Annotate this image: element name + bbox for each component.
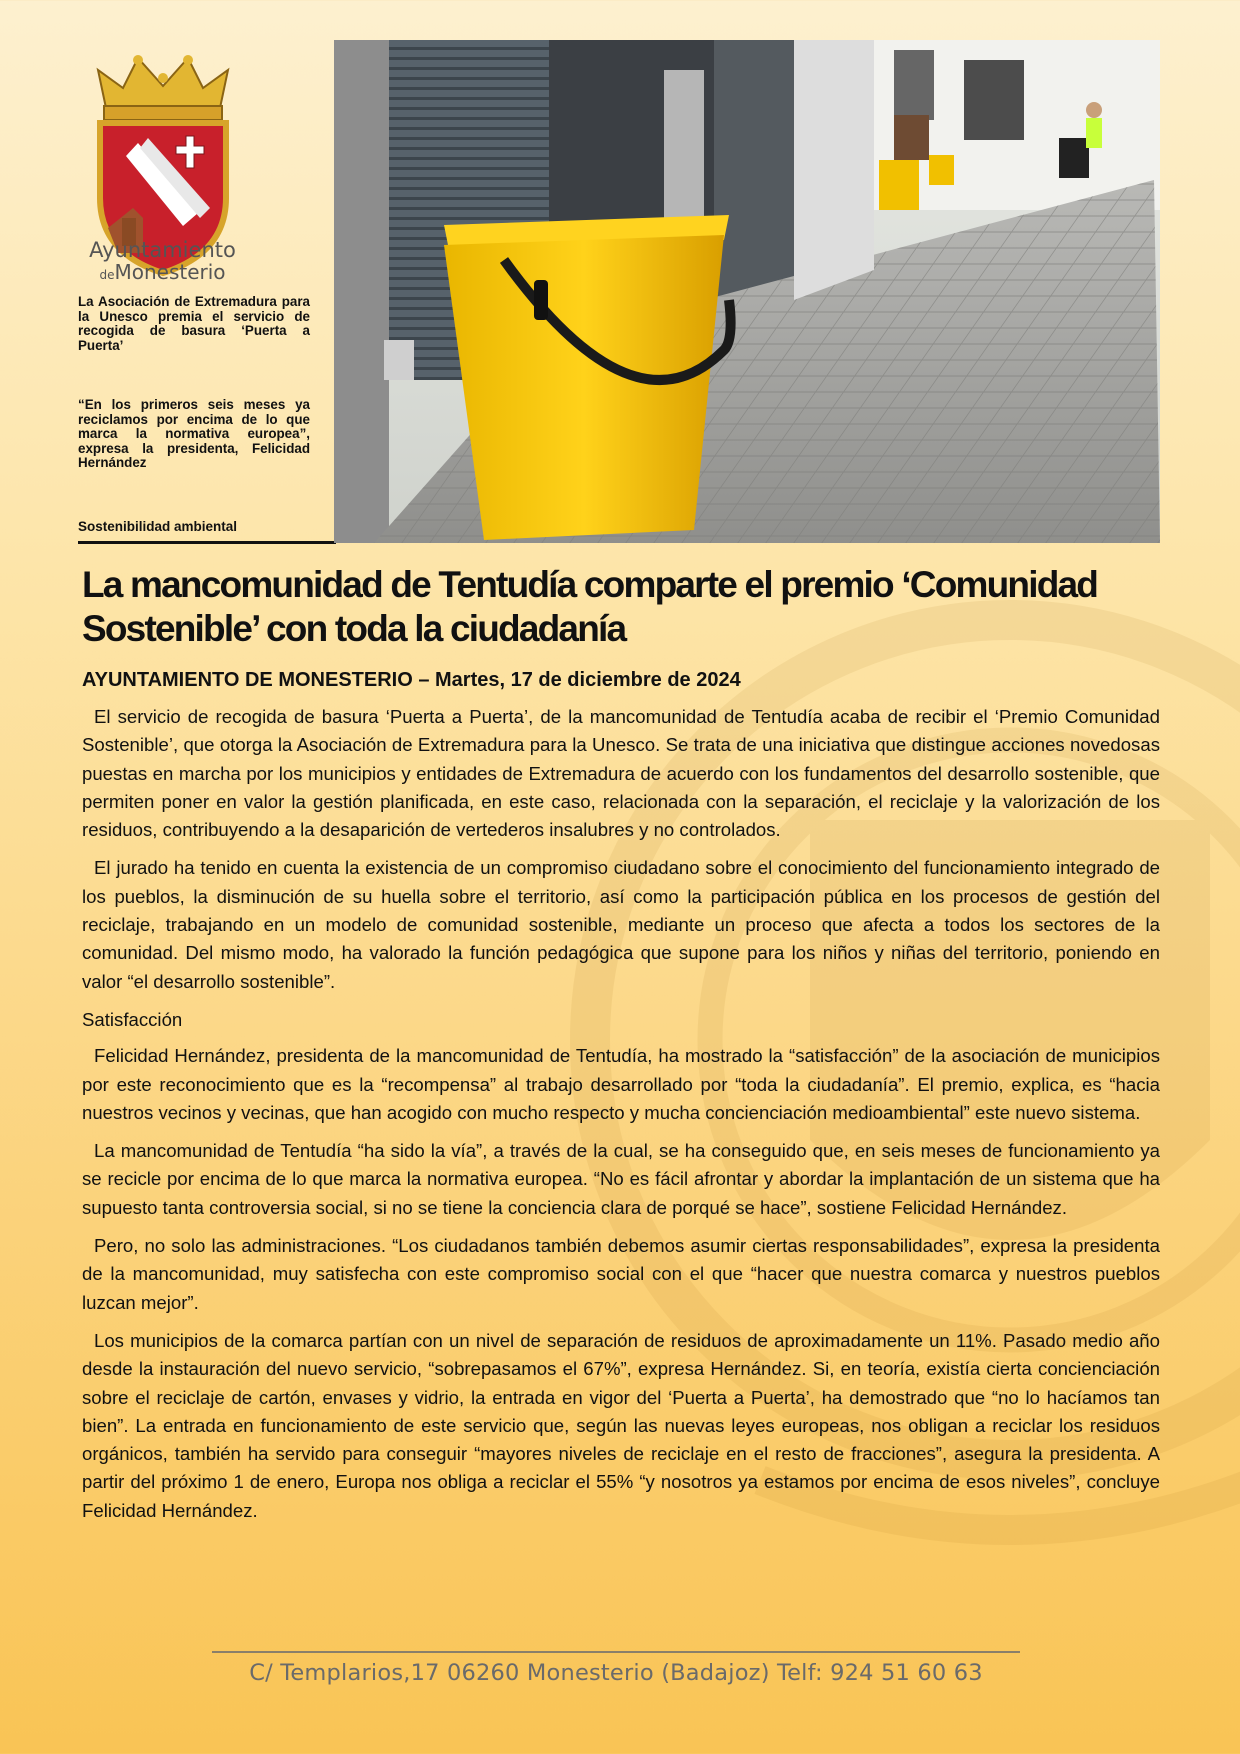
paragraph-2: El jurado ha tenido en cuenta la existencia de un compromiso ciudadano sobre el conocimiento del funcionamiento integrado de los pueblos, la disminución de su huella sobre el territorio, así como la participación pública en los procesos de gestión del reciclaje, trabajando en un modelo de comunidad sostenible, mediante un proceso que afecta a todos los sectores de la comunidad. Del mismo modo, ha valorado la función pedagógica que supone para los niños y niñas del territorio, poniendo en valor “el desarrollo sostenible”. xyxy=(82,857,1160,992)
paragraph-4: La mancomunidad de Tentudía “ha sido la vía”, a través de la cual, se ha conseguido que, en seis meses de funcionamiento ya se recicle por encima de lo que marca la normativa europea. “No es fácil afrontar y abordar la implantación de un sistema que ha supuesto tanta controversia social, si no se tiene la conciencia clara de porqué se hace”, sostiene Felicidad Hernández. xyxy=(82,1140,1160,1218)
footer-address: C/ Templarios,17 06260 Monesterio (Badajoz) Telf: 924 51 60 63 xyxy=(249,1660,983,1686)
article-photo xyxy=(334,40,1160,543)
article-dateline: AYUNTAMIENTO DE MONESTERIO – Martes, 17 de diciembre de 2024 xyxy=(82,669,741,691)
paragraph-1: El servicio de recogida de basura ‘Puerta a Puerta’, de la mancomunidad de Tentudía acaba de recibir el ‘Premio Comunidad Sostenible’, que otorga la Asociación de Extremadura para la Unesco. Se trata de una iniciativa que distingue acciones novedosas puestas en marcha por los municipios y entidades de Extremadura de acuerdo con los fundamentos del desarrollo sostenible, que permiten poner en valor la gestión planificada, en este caso, relacionada con la separación, el reciclaje y la valorización de los residuos, contribuyendo a la desaparición de vertederos insalubres y no controlados. xyxy=(82,706,1160,841)
paragraph-6: Los municipios de la comarca partían con un nivel de separación de residuos de aproximadamente un 11%. Pasado medio año desde la instauración del nuevo servicio, “sobrepasamos el 67%”, expresa Hernández. Si, en teoría, existía cierta concienciación sobre el reciclaje de cartón, envases y vidrio, la entrada en vigor del ‘Puerta a Puerta’, ha demostrado que “no lo hacíamos tan bien”. La entrada en funcionamiento de este servicio que, según las nuevas leyes europeas, nos obligan a reciclar los residuos orgánicos, también ha servido para conseguir “mayores niveles de reciclaje en el resto de fracciones”, asegura la presidenta. A partir del próximo 1 de enero, Europa nos obliga a reciclar el 55% “y nosotros ya estamos por encima de esos niveles”, concluye Felicidad Hernández. xyxy=(82,1329,1160,1521)
article-headline: La mancomunidad de Tentudía comparte el premio ‘Comunidad Sostenible’ con toda la ciudadanía xyxy=(82,564,1098,649)
paragraph-5: Pero, no solo las administraciones. “Los ciudadanos también debemos asumir ciertas responsabilidades”, expresa la presidenta de la mancomunidad, muy satisfecha con este compromiso social con el que “hacer que nuestra comarca y nuestros pueblos luzcan mejor”. xyxy=(82,1235,1160,1313)
paragraph-3: Felicidad Hernández, presidenta de la mancomunidad de Tentudía, ha mostrado la “satisfacción” de la asociación de municipios por este reconocimiento que es la “recompensa” al trabajo desarrollado por “toda la ciudadanía”. El premio, explica, es “hacia nuestros vecinos y vecinas, que han acogido con mucho respecto y mucha concienciación medioambiental” este nuevo sistema. xyxy=(82,1045,1160,1123)
subheading: Satisfacción xyxy=(82,1008,183,1030)
section-tag: Sostenibilidad ambiental xyxy=(78,519,238,534)
logo-text-monesterio-main: Monesterio xyxy=(114,260,226,284)
section-divider xyxy=(78,541,336,544)
logo-text-monesterio xyxy=(70,262,255,282)
sidebar-summary-2: “En los primeros seis meses ya reciclamos por encima de lo que marca la normativa europea”, expresa la presidenta, Felicidad Hernández xyxy=(78,397,310,471)
logo-text-ayuntamiento: Ayuntamiento xyxy=(89,238,236,262)
footer-divider xyxy=(212,1651,1020,1653)
sidebar-summary-1: La Asociación de Extremadura para la Unesco premia el servicio de recogida de basura ‘Puerta a Puerta’ xyxy=(78,294,310,353)
logo-text-de: de xyxy=(99,268,115,282)
article-body xyxy=(82,703,1160,1535)
